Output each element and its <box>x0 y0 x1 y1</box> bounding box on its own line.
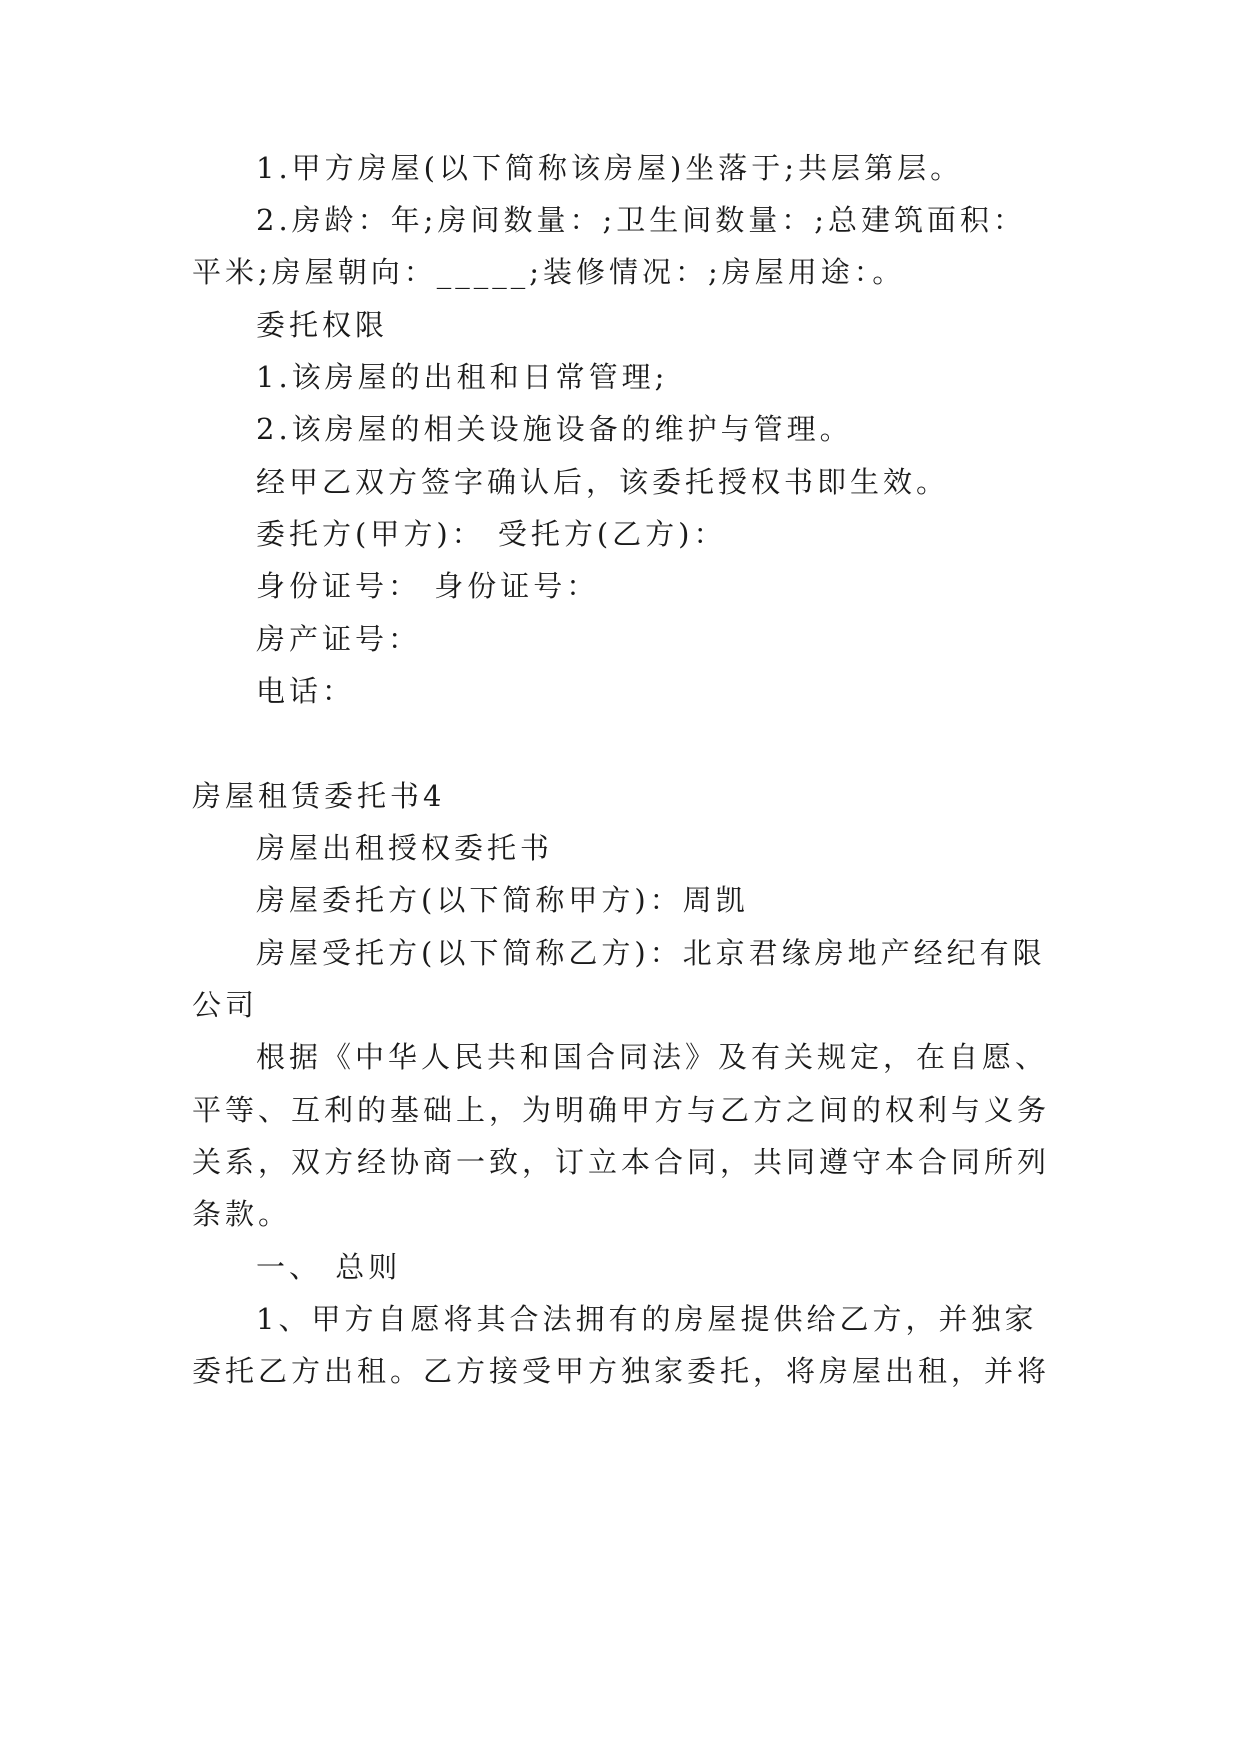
section-title: 房屋租赁委托书4 <box>192 779 446 813</box>
property-location-line: 1.甲方房屋(以下简称该房屋)坐落于;共层第层。 <box>256 151 964 185</box>
authority-item-1: 1.该房屋的出租和日常管理; <box>256 360 669 394</box>
clause-1-line-2: 委托乙方出租。乙方接受甲方独家委托，将房屋出租，并将 <box>192 1354 1051 1388</box>
party-b-line-continued: 公司 <box>192 988 259 1022</box>
preamble-line-2: 平等、互利的基础上，为明确甲方与乙方之间的权利与义务 <box>192 1093 1051 1127</box>
property-certificate-line: 房产证号： <box>256 622 422 656</box>
clause-1-line-1: 1、甲方自愿将其合法拥有的房屋提供给乙方，并独家 <box>256 1302 1038 1336</box>
document-title: 房屋出租授权委托书 <box>256 831 554 865</box>
preamble-line-3: 关系，双方经协商一致，订立本合同，共同遵守本合同所列 <box>192 1145 1051 1179</box>
preamble-line-1: 根据《中华人民共和国合同法》及有关规定，在自愿、 <box>256 1040 1049 1074</box>
authority-heading: 委托权限 <box>256 308 389 342</box>
authority-item-2: 2.该房屋的相关设施设备的维护与管理。 <box>256 412 853 446</box>
effective-clause: 经甲乙双方签字确认后，该委托授权书即生效。 <box>256 465 950 499</box>
property-details-line: 2.房龄：年;房间数量：;卫生间数量：;总建筑面积： <box>256 203 1026 237</box>
id-number-line: 身份证号： 身份证号： <box>256 569 600 603</box>
preamble-line-4: 条款。 <box>192 1197 292 1231</box>
party-a-line: 房屋委托方(以下简称甲方)：周凯 <box>256 883 749 917</box>
property-details-continued-line: 平米;房屋朝向：_____;装修情况：;房屋用途：。 <box>192 255 906 289</box>
general-provisions-heading: 一、 总则 <box>256 1250 402 1284</box>
phone-line: 电话： <box>256 674 356 708</box>
party-b-line: 房屋受托方(以下简称乙方)：北京君缘房地产经纪有限 <box>256 936 1046 970</box>
signatory-parties-line: 委托方(甲方)： 受托方(乙方)： <box>256 517 727 551</box>
